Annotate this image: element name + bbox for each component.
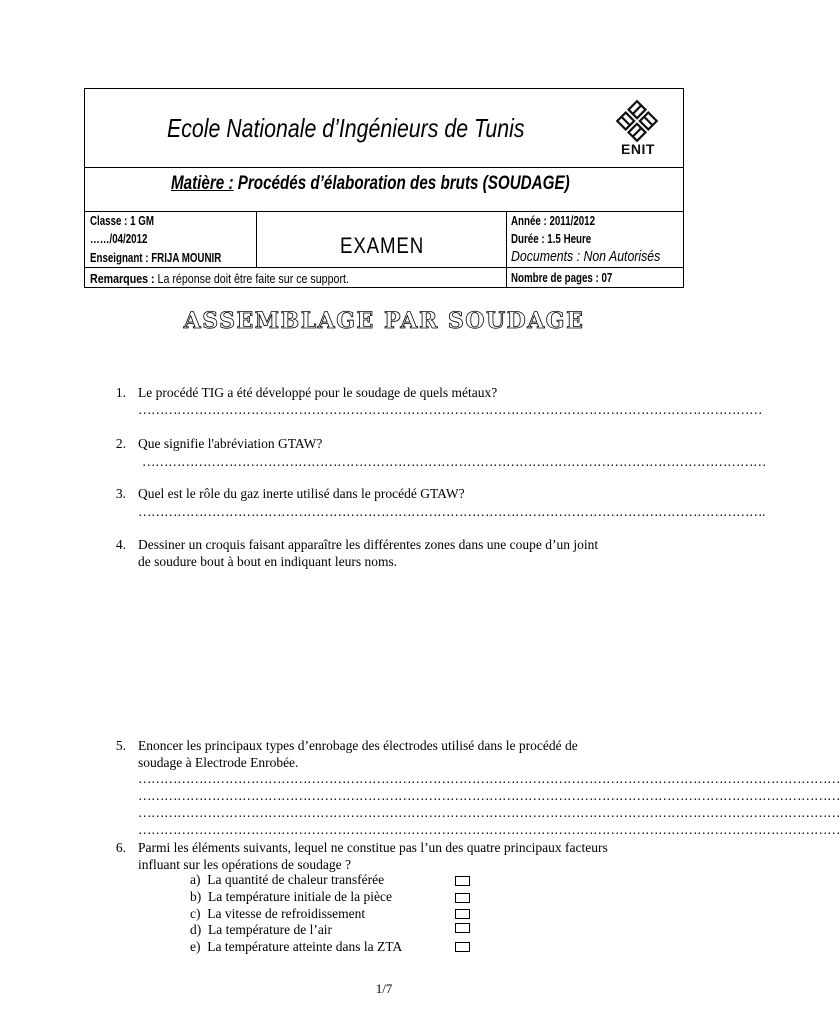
answer-line: ……………………………………………………………………………………………………………………………………………… xyxy=(138,805,840,820)
school-name: Ecole Nationale d’Ingénieurs de Tunis xyxy=(167,113,525,143)
question-number: 3. xyxy=(115,486,126,501)
page-count: Nombre de pages : 07 xyxy=(511,271,613,285)
option-letter: c) xyxy=(190,906,201,921)
option-text: La vitesse de refroidissement xyxy=(207,906,366,921)
question-text: Parmi les éléments suivants, lequel ne constitue pas l’un des quatre principaux facteurs xyxy=(138,840,608,855)
header-divider xyxy=(506,211,507,287)
option-letter: e) xyxy=(190,939,201,954)
answer-line: ……………………………………………………………………………………………………………………………………………… xyxy=(138,822,840,837)
option-text: La température atteinte dans la ZTA xyxy=(207,939,403,954)
header-divider xyxy=(256,211,257,267)
academic-year: Année : 2011/2012 xyxy=(511,214,596,228)
exam-duration: Durée : 1.5 Heure xyxy=(511,232,592,246)
question-number: 2. xyxy=(115,436,126,451)
question-number: 4. xyxy=(115,537,126,552)
question-text: influant sur les opérations de soudage ? xyxy=(138,857,351,872)
option-d xyxy=(190,922,332,938)
question-number: 6. xyxy=(115,840,126,855)
subject-label: Matière : xyxy=(171,173,234,194)
answer-line: ………………………………………………………………………………………………………………………………. xyxy=(138,504,765,519)
option-text: La quantité de chaleur transférée xyxy=(207,872,385,887)
option-c xyxy=(190,906,365,922)
checkbox-option-c[interactable] xyxy=(455,909,470,919)
exam-header xyxy=(84,88,684,288)
option-e xyxy=(190,939,402,955)
question-text: soudage à Electrode Enrobée. xyxy=(138,755,299,770)
header-divider xyxy=(85,167,683,168)
answer-line: ……………………………………………………………………………………………………………………………………………… xyxy=(138,771,840,786)
option-text: La température de l’air xyxy=(208,922,333,937)
checkbox-option-e[interactable] xyxy=(455,942,470,952)
option-text: La température initiale de la pièce xyxy=(208,889,393,904)
question-text: Quel est le rôle du gaz inerte utilisé dans le procédé GTAW? xyxy=(138,486,465,501)
answer-line: ……………………………………………………………………………………………………………………………… xyxy=(142,454,766,469)
question-text: de soudure bout à bout en indiquant leurs noms. xyxy=(138,554,398,569)
option-b xyxy=(190,889,392,905)
answer-line: ……………………………………………………………………………………………………………………………………………… xyxy=(138,788,840,803)
option-letter: a) xyxy=(190,872,201,887)
exam-type: EXAMEN xyxy=(340,233,425,258)
section-title: ASSEMBLAGE PAR SOUDAGE xyxy=(183,308,585,334)
header-divider xyxy=(85,211,683,212)
page-number: 1/7 xyxy=(375,981,393,996)
header-divider xyxy=(85,267,683,268)
subject-line xyxy=(171,173,570,195)
question-text: Le procédé TIG a été développé pour le soudage de quels métaux? xyxy=(138,385,498,400)
question-text: Que signifie l'abréviation GTAW? xyxy=(138,436,323,451)
exam-date: ……/04/2012 xyxy=(90,232,148,246)
class-info: Classe : 1 GM xyxy=(90,214,154,228)
answer-line: ……………………………………………………………………………………………………………………………… xyxy=(138,402,762,417)
checkbox-option-a[interactable] xyxy=(455,876,470,886)
remarks-label: Remarques : xyxy=(90,271,155,286)
subject-value: Procédés d’élaboration des bruts (SOUDAGE) xyxy=(233,173,570,194)
remarks xyxy=(90,271,349,286)
checkbox-option-b[interactable] xyxy=(455,893,470,903)
option-a xyxy=(190,872,384,888)
question-number: 5. xyxy=(115,738,126,753)
question-text: Enoncer les principaux types d’enrobage des électrodes utilisé dans le procédé de xyxy=(138,738,578,753)
option-letter: d) xyxy=(190,922,202,937)
checkbox-option-d[interactable] xyxy=(455,923,470,933)
teacher-name: Enseignant : FRIJA MOUNIR xyxy=(90,251,222,265)
question-text: Dessiner un croquis faisant apparaître les différentes zones dans une coupe d’un joint xyxy=(138,537,599,552)
documents-policy: Documents : Non Autorisés xyxy=(511,248,661,265)
remarks-text: La réponse doit être faite sur ce support. xyxy=(154,271,349,286)
option-letter: b) xyxy=(190,889,202,904)
question-number: 1. xyxy=(115,385,126,400)
logo-text: ENIT xyxy=(621,141,655,157)
